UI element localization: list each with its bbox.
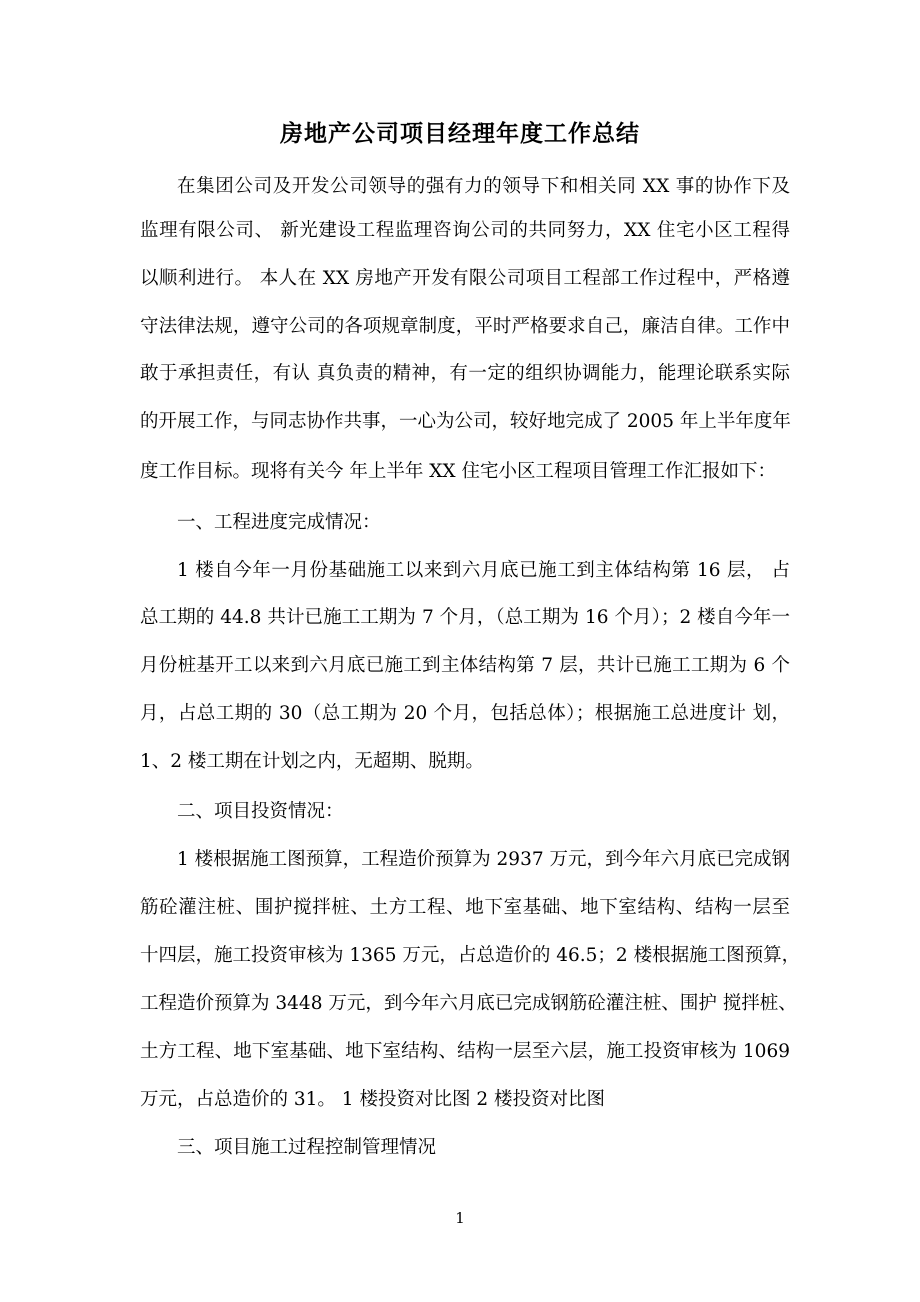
paragraph-line: 十四层，施工投资审核为 1365 万元，占总造价的 46.5；2 楼根据施工图预算， bbox=[140, 945, 801, 966]
paragraph-line: 度工作目标。现将有关今 年上半年 XX 住宅小区工程项目管理工作汇报如下： bbox=[140, 461, 776, 482]
paragraph-line: 月，占总工期的 30（总工期为 20 个月，包括总体）；根据施工总进度计 划， bbox=[140, 703, 790, 724]
paragraph-line: 筋砼灌注桩、围护搅拌桩、土方工程、地下室基础、地下室结构、结构一层至 bbox=[140, 897, 790, 918]
paragraph-line: 在集团公司及开发公司领导的强有力的领导下和相关同 XX 事的协作下及 bbox=[177, 176, 790, 197]
paragraph-line: 以顺利进行。 本人在 XX 房地产开发有限公司项目工程部工作过程中，严格遵 bbox=[140, 268, 790, 289]
paragraph-line: 1、2 楼工期在计划之内，无超期、脱期。 bbox=[140, 751, 484, 772]
paragraph-line: 守法律法规，遵守公司的各项规章制度，平时严格要求自己，廉洁自律。工作中 bbox=[140, 316, 790, 337]
paragraph-line: 1 楼根据施工图预算，工程造价预算为 2937 万元，到今年六月底已完成钢 bbox=[177, 849, 790, 870]
paragraph-line: 的开展工作，与同志协作共事，一心为公司，较好地完成了 2005 年上半年度年 bbox=[140, 411, 791, 432]
page-number: 1 bbox=[455, 1209, 465, 1227]
paragraph-line: 工程造价预算为 3448 万元，到今年六月底已完成钢筋砼灌注桩、围护 搅拌桩、 bbox=[140, 993, 797, 1014]
section-heading: 二、项目投资情况： bbox=[177, 801, 344, 822]
paragraph-line: 万元，占总造价的 31。 1 楼投资对比图 2 楼投资对比图 bbox=[140, 1089, 605, 1110]
paragraph-line: 敢于承担责任，有认 真负责的精神，有一定的组织协调能力，能理论联系实际 bbox=[140, 363, 790, 384]
paragraph-line: 月份桩基开工以来到六月底已施工到主体结构第 7 层，共计已施工工期为 6 个 bbox=[140, 655, 790, 676]
section-heading: 三、项目施工过程控制管理情况 bbox=[177, 1137, 437, 1158]
paragraph-line: 监理有限公司、 新光建设工程监理咨询公司的共同努力，XX 住宅小区工程得 bbox=[140, 220, 790, 241]
document-title: 房地产公司项目经理年度工作总结 bbox=[280, 121, 640, 147]
section-heading: 一、工程进度完成情况： bbox=[177, 512, 381, 533]
paragraph-line: 土方工程、地下室基础、地下室结构、结构一层至六层，施工投资审核为 1069 bbox=[140, 1041, 790, 1062]
paragraph-line: 1 楼自今年一月份基础施工以来到六月底已施工到主体结构第 16 层， 占 bbox=[177, 560, 790, 581]
paragraph-line: 总工期的 44.8 共计已施工工期为 7 个月，（总工期为 16 个月）；2 楼自今年一 bbox=[140, 607, 790, 628]
